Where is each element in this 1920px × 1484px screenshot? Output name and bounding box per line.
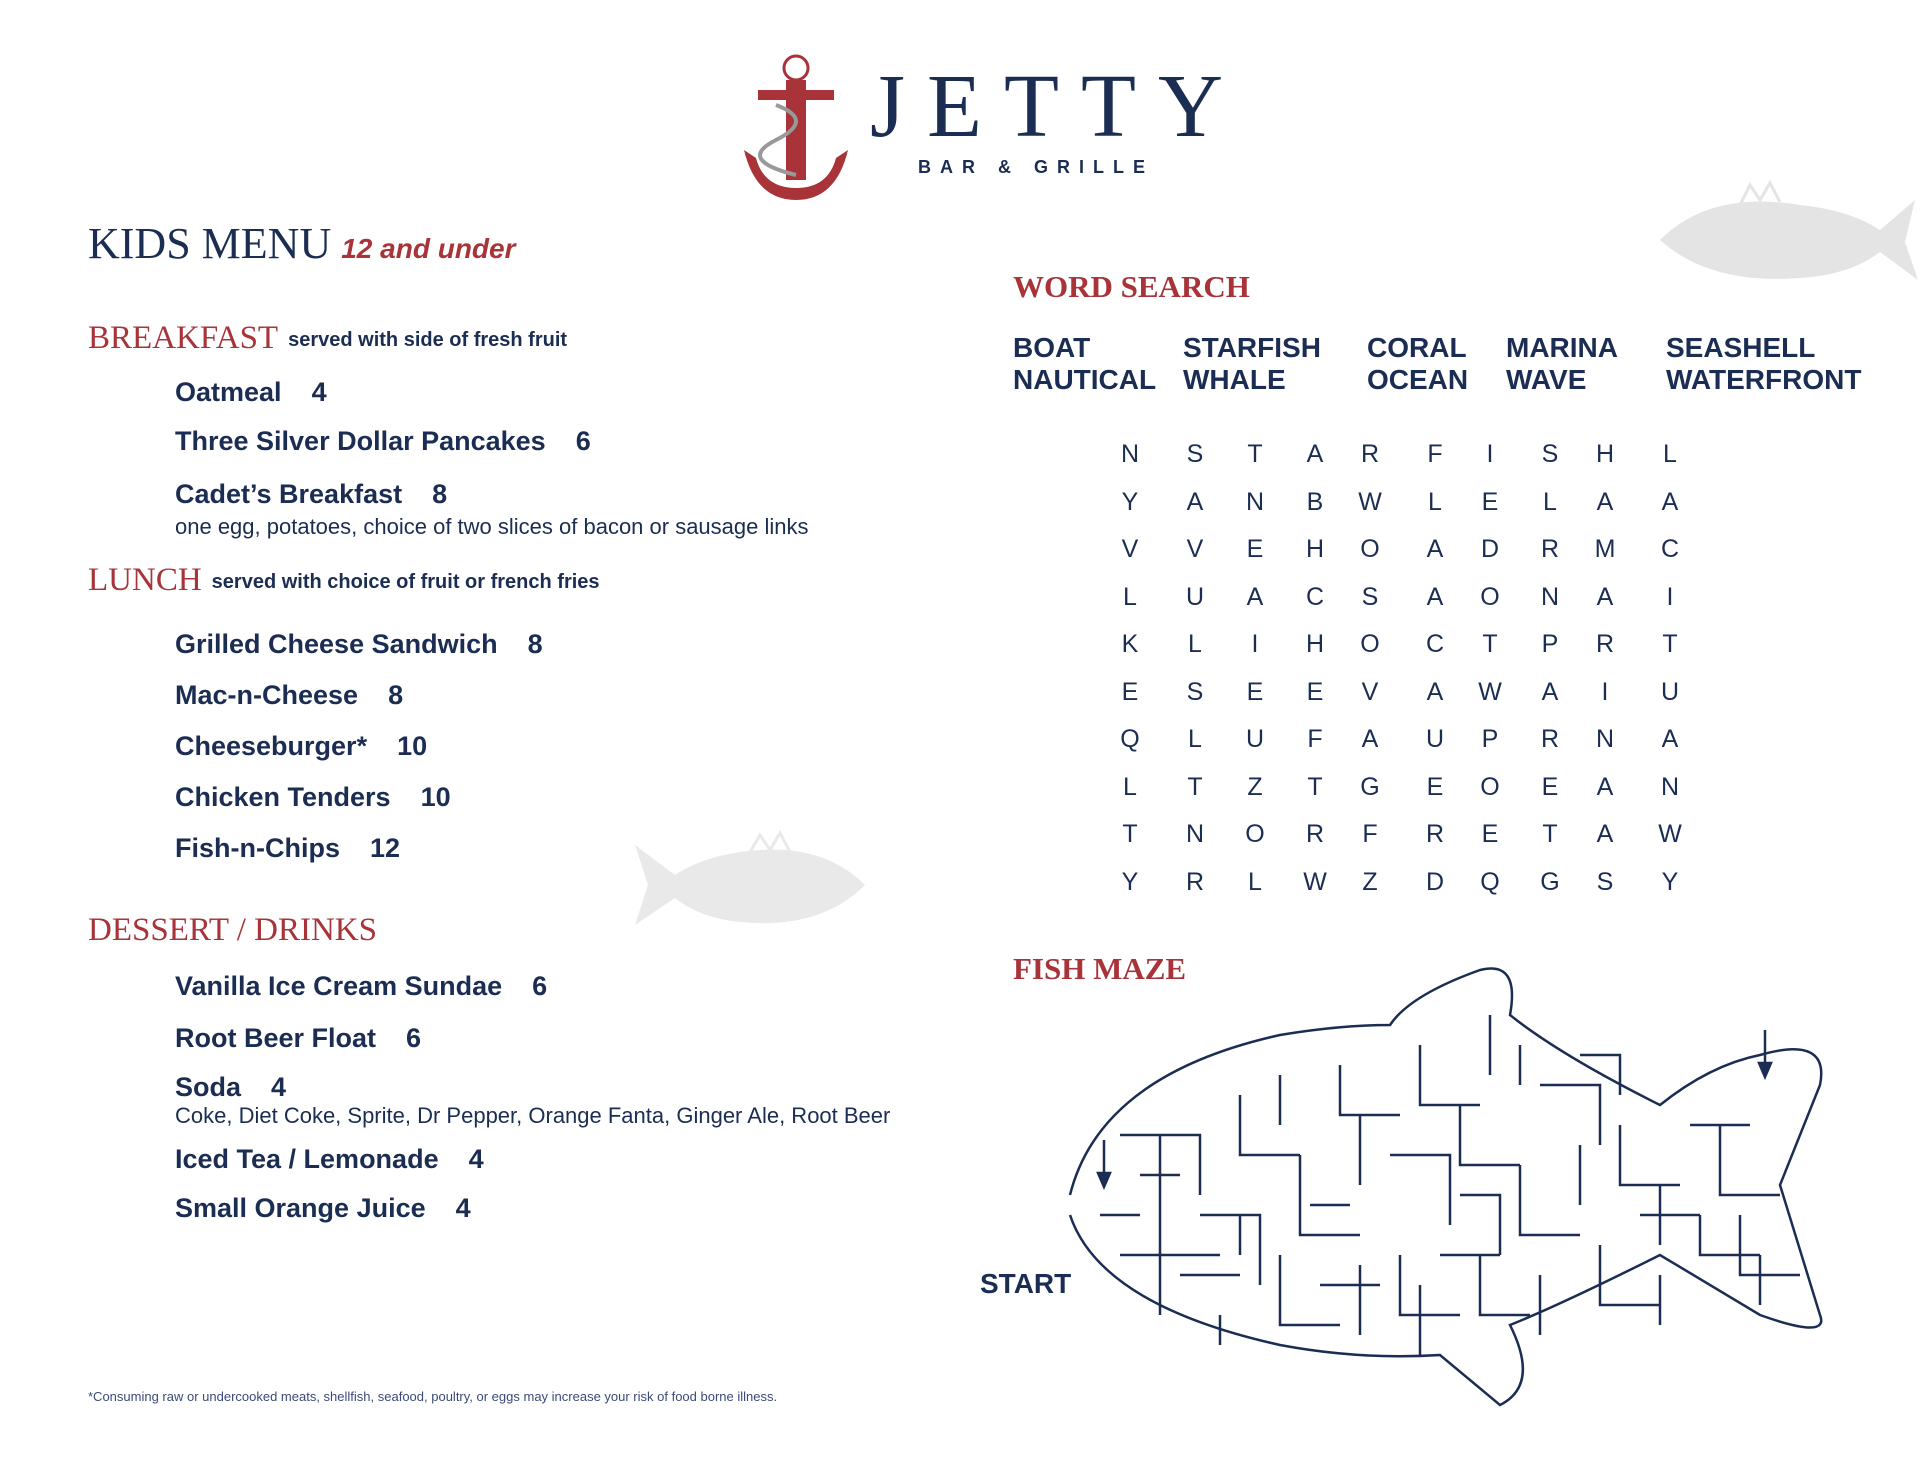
- grid-letter: E: [1306, 677, 1324, 706]
- word: NAUTICAL: [1013, 364, 1157, 395]
- grid-letter: F: [1362, 820, 1378, 848]
- item-name: Iced Tea / Lemonade: [175, 1144, 439, 1174]
- grid-letter: E: [1121, 677, 1139, 706]
- word: BOAT: [1013, 332, 1091, 363]
- grid-letter: R: [1185, 867, 1205, 896]
- grid-letter: E: [1481, 487, 1499, 516]
- fish-illustration-icon: [1650, 180, 1920, 300]
- grid-letter: R: [1595, 630, 1615, 658]
- grid-letter: F: [1307, 725, 1323, 753]
- word: STARFISH: [1183, 332, 1321, 363]
- grid-letter: H: [1595, 440, 1615, 468]
- grid-letter: T: [1187, 772, 1203, 801]
- item-name: Fish-n-Chips: [175, 833, 340, 863]
- menu-item: [175, 631, 543, 658]
- grid-letter: S: [1186, 677, 1204, 706]
- page-title-text: KIDS MENU: [88, 219, 332, 268]
- maze-start-label: START: [980, 1268, 1072, 1299]
- item-price: 10: [397, 731, 428, 761]
- word: CORAL: [1367, 332, 1467, 363]
- grid-letter: S: [1541, 440, 1559, 468]
- menu-item: [175, 379, 327, 406]
- grid-letter: U: [1185, 582, 1205, 611]
- lunch-heading: [88, 564, 600, 597]
- grid-letter: H: [1305, 535, 1325, 563]
- menu-item: [175, 784, 451, 811]
- grid-letter: R: [1305, 820, 1325, 848]
- grid-letter: Y: [1121, 487, 1139, 516]
- grid-letter: L: [1543, 487, 1557, 516]
- item-price: 4: [468, 1144, 484, 1174]
- fish-maze-heading: FISH MAZE: [1013, 951, 1187, 986]
- word: WATERFRONT: [1666, 364, 1862, 395]
- item-name: Grilled Cheese Sandwich: [175, 629, 498, 659]
- menu-item: [175, 428, 591, 455]
- word: WHALE: [1183, 364, 1286, 395]
- grid-letter: F: [1427, 440, 1443, 468]
- logo-wordmark: JETTY: [870, 57, 1245, 156]
- grid-letter: I: [1601, 677, 1609, 706]
- grid-letter: N: [1595, 725, 1615, 753]
- item-name: Vanilla Ice Cream Sundae: [175, 971, 503, 1001]
- grid-letter: W: [1478, 677, 1502, 706]
- dessert-heading: DESSERT / DRINKS: [88, 912, 377, 948]
- grid-letter: Y: [1121, 867, 1139, 896]
- grid-letter: L: [1663, 440, 1677, 468]
- grid-letter: N: [1245, 487, 1265, 516]
- grid-letter: S: [1361, 582, 1379, 611]
- grid-letter: S: [1596, 867, 1614, 896]
- item-price: 6: [575, 426, 591, 456]
- fish-maze: [1060, 955, 1840, 1425]
- down-arrow-icon: [1098, 1140, 1110, 1187]
- grid-letter: O: [1360, 535, 1380, 563]
- grid-letter: T: [1307, 772, 1323, 801]
- grid-letter: A: [1596, 487, 1614, 516]
- grid-letter: V: [1361, 677, 1379, 706]
- grid-letter: R: [1540, 725, 1560, 753]
- menu-item: [175, 1195, 471, 1222]
- grid-letter: T: [1122, 820, 1138, 848]
- grid-letter: K: [1121, 630, 1139, 658]
- grid-letter: Q: [1480, 867, 1500, 896]
- grid-letter: C: [1660, 535, 1680, 563]
- word: OCEAN: [1367, 364, 1469, 395]
- item-name: Root Beer Float: [175, 1023, 377, 1053]
- item-name: Three Silver Dollar Pancakes: [175, 426, 546, 456]
- grid-letter: O: [1480, 772, 1500, 801]
- grid-letter: T: [1662, 630, 1678, 658]
- grid-letter: N: [1120, 440, 1140, 468]
- grid-letter: L: [1123, 582, 1137, 611]
- grid-letter: W: [1358, 487, 1382, 516]
- item-description: Coke, Diet Coke, Sprite, Dr Pepper, Orange Fanta, Ginger Ale, Root Beer: [175, 1103, 891, 1128]
- item-name: Cadet’s Breakfast: [175, 479, 403, 509]
- grid-letter: A: [1596, 772, 1614, 801]
- grid-letter: O: [1360, 630, 1380, 658]
- grid-letter: G: [1360, 772, 1380, 801]
- item-name: Oatmeal: [175, 377, 282, 407]
- grid-letter: N: [1185, 820, 1205, 848]
- grid-letter: A: [1596, 820, 1614, 848]
- grid-letter: R: [1360, 440, 1380, 468]
- word-list-column: [1013, 332, 1156, 396]
- item-name: Chicken Tenders: [175, 782, 391, 812]
- grid-letter: B: [1306, 487, 1324, 516]
- grid-letter: A: [1426, 582, 1444, 611]
- grid-letter: U: [1245, 725, 1265, 753]
- word: MARINA: [1506, 332, 1618, 363]
- word-list-column: [1183, 332, 1321, 396]
- item-name: Mac-n-Cheese: [175, 680, 359, 710]
- grid-letter: N: [1540, 582, 1560, 611]
- menu-item: [175, 835, 400, 862]
- grid-letter: D: [1480, 535, 1500, 563]
- item-price: 12: [369, 833, 401, 863]
- word-list-column: [1666, 332, 1861, 396]
- word-search-heading: WORD SEARCH: [1013, 269, 1250, 304]
- grid-letter: L: [1188, 725, 1202, 753]
- word-list-column: [1367, 332, 1468, 396]
- grid-letter: A: [1186, 487, 1204, 516]
- item-price: 8: [388, 680, 404, 710]
- grid-letter: A: [1661, 487, 1679, 516]
- word: WAVE: [1506, 364, 1587, 395]
- grid-letter: W: [1658, 820, 1682, 848]
- grid-letter: Z: [1247, 772, 1263, 801]
- grid-letter: Y: [1661, 867, 1679, 896]
- grid-letter: E: [1246, 535, 1264, 563]
- grid-letter: T: [1542, 820, 1558, 848]
- grid-letter: N: [1660, 772, 1680, 801]
- menu-item: [175, 1074, 286, 1101]
- grid-letter: H: [1305, 630, 1325, 658]
- grid-letter: T: [1482, 630, 1498, 658]
- grid-letter: I: [1666, 582, 1674, 611]
- grid-letter: A: [1661, 725, 1679, 753]
- grid-letter: A: [1306, 440, 1324, 468]
- grid-letter: C: [1425, 630, 1445, 658]
- grid-letter: G: [1540, 867, 1560, 896]
- maze-outline: [1070, 968, 1821, 1405]
- menu-item: [175, 481, 447, 508]
- grid-letter: L: [1248, 867, 1262, 896]
- grid-letter: A: [1426, 677, 1444, 706]
- grid-letter: R: [1425, 820, 1445, 848]
- grid-letter: E: [1426, 772, 1444, 801]
- menu-item: [175, 1025, 421, 1052]
- item-name: Small Orange Juice: [175, 1193, 426, 1223]
- item-description: one egg, potatoes, choice of two slices of bacon or sausage links: [175, 514, 809, 539]
- grid-letter: V: [1186, 535, 1204, 563]
- grid-letter: C: [1305, 582, 1325, 611]
- fish-illustration-icon: [630, 830, 870, 940]
- grid-letter: O: [1480, 582, 1500, 611]
- menu-item: [175, 682, 403, 709]
- grid-letter: I: [1486, 440, 1494, 468]
- item-price: 4: [271, 1072, 287, 1102]
- grid-letter: O: [1245, 820, 1265, 848]
- grid-letter: U: [1660, 677, 1680, 706]
- maze-walls: [1100, 1015, 1800, 1355]
- item-price: 6: [406, 1023, 422, 1053]
- item-name: Cheeseburger*: [175, 731, 368, 761]
- item-price: 4: [311, 377, 327, 407]
- page-title: [88, 219, 516, 268]
- grid-letter: W: [1303, 867, 1327, 896]
- grid-letter: L: [1428, 487, 1442, 516]
- grid-letter: I: [1251, 630, 1259, 658]
- grid-letter: L: [1188, 630, 1202, 658]
- grid-letter: A: [1246, 582, 1264, 611]
- grid-letter: U: [1425, 725, 1445, 753]
- grid-letter: E: [1246, 677, 1264, 706]
- item-price: 8: [527, 629, 543, 659]
- grid-letter: R: [1540, 535, 1560, 563]
- grid-letter: A: [1426, 535, 1444, 563]
- logo-subtitle: BAR & GRILLE: [918, 157, 1154, 177]
- grid-letter: D: [1425, 867, 1445, 896]
- grid-letter: Q: [1120, 725, 1140, 753]
- grid-letter: T: [1247, 440, 1263, 468]
- lunch-title: LUNCH: [88, 562, 202, 598]
- breakfast-heading: [88, 322, 567, 355]
- grid-letter: P: [1541, 630, 1559, 658]
- word-list-column: [1506, 332, 1618, 396]
- item-name: Soda: [175, 1072, 242, 1102]
- menu-item: [175, 973, 547, 1000]
- item-price: 6: [532, 971, 548, 1001]
- grid-letter: P: [1481, 725, 1499, 753]
- word: SEASHELL: [1666, 332, 1816, 363]
- breakfast-title: BREAKFAST: [88, 320, 279, 356]
- grid-letter: M: [1594, 535, 1616, 563]
- lunch-note: served with choice of fruit or french fries: [211, 571, 600, 593]
- grid-letter: S: [1186, 440, 1204, 468]
- grid-letter: A: [1596, 582, 1614, 611]
- footnote: *Consuming raw or undercooked meats, shellfish, seafood, poultry, or eggs may increase your risk of food borne illness.: [88, 1389, 778, 1404]
- age-note: 12 and under: [341, 233, 516, 264]
- grid-letter: E: [1481, 820, 1499, 848]
- menu-item: [175, 733, 427, 760]
- item-price: 10: [420, 782, 451, 812]
- item-price: 4: [455, 1193, 471, 1223]
- breakfast-note: served with side of fresh fruit: [288, 329, 568, 351]
- grid-letter: A: [1361, 725, 1379, 753]
- item-price: 8: [432, 479, 448, 509]
- grid-letter: V: [1121, 535, 1139, 563]
- grid-letter: L: [1123, 772, 1137, 801]
- menu-item: [175, 1146, 484, 1173]
- grid-letter: Z: [1362, 867, 1378, 896]
- grid-letter: A: [1541, 677, 1559, 706]
- grid-letter: E: [1541, 772, 1559, 801]
